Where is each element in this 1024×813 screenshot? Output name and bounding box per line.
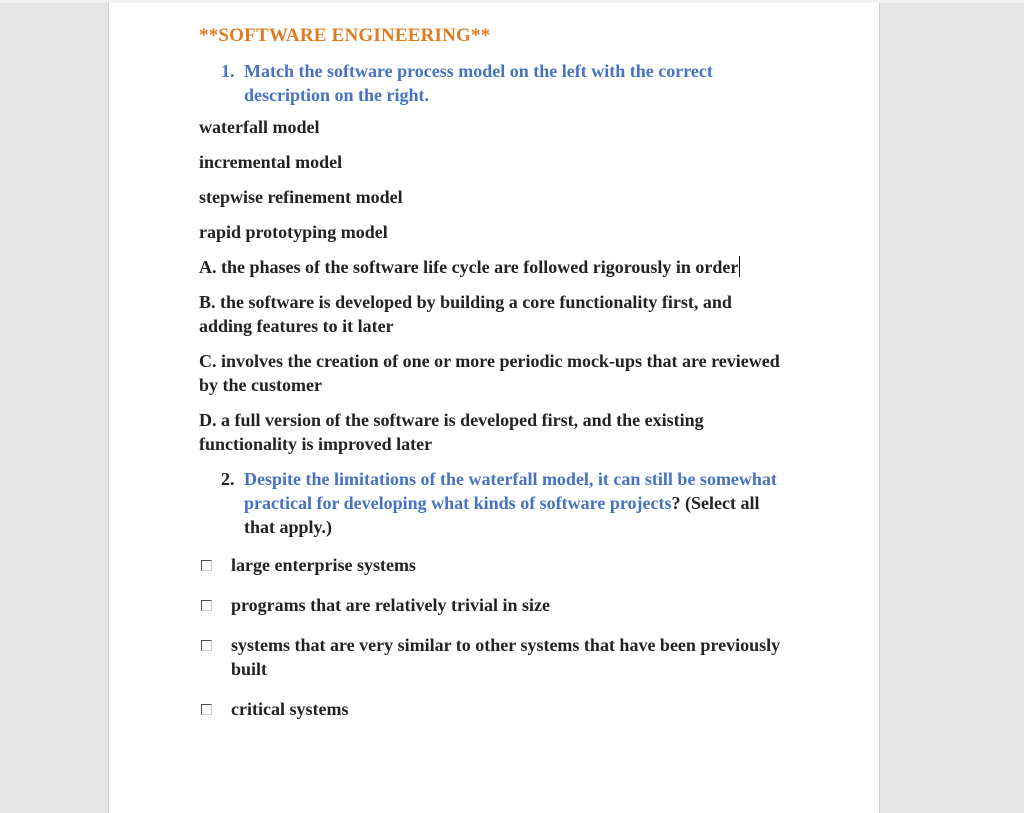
question-2-instruction: ? (Select all that apply.) <box>244 493 760 537</box>
option-label: critical systems <box>231 699 349 719</box>
question-1-text: Match the software process model on the left with the correct description on the right. <box>244 61 713 105</box>
option-label: programs that are relatively trivial in size <box>231 595 550 615</box>
option-similar-systems[interactable] <box>199 633 781 681</box>
model-item-stepwise-refinement: stepwise refinement model <box>199 187 403 207</box>
document-heading: **SOFTWARE ENGINEERING** <box>199 25 491 46</box>
document-page[interactable] <box>108 3 880 813</box>
checkbox[interactable] <box>201 600 212 611</box>
question-2 <box>221 467 781 539</box>
question-2-text <box>244 467 781 539</box>
question-1 <box>221 59 781 107</box>
question-2-text-blue: Despite the limitations of the waterfall model, it can still be somewhat practical for developing what kinds of software projects <box>244 469 777 513</box>
question-1-number: 1. <box>221 61 235 81</box>
option-large-enterprise-systems[interactable] <box>199 553 781 577</box>
checkbox[interactable] <box>201 704 212 715</box>
description-a <box>199 255 781 279</box>
option-trivial-programs[interactable] <box>199 593 781 617</box>
description-d: D. a full version of the software is developed first, and the existing functionality is improved later <box>199 410 704 454</box>
text-cursor <box>739 256 740 277</box>
description-c: C. involves the creation of one or more periodic mock-ups that are reviewed by the customer <box>199 351 780 395</box>
checkbox[interactable] <box>201 640 212 651</box>
document-content <box>199 25 781 737</box>
option-critical-systems[interactable] <box>199 697 781 721</box>
description-a-text: A. the phases of the software life cycle are followed rigorously in order <box>199 257 739 277</box>
checkbox[interactable] <box>201 560 212 571</box>
option-label: systems that are very similar to other systems that have been previously built <box>231 635 781 679</box>
description-b: B. the software is developed by building a core functionality first, and adding features to it later <box>199 292 732 336</box>
option-label: large enterprise systems <box>231 555 416 575</box>
model-item-incremental: incremental model <box>199 152 343 172</box>
model-item-waterfall: waterfall model <box>199 117 320 137</box>
model-item-rapid-prototyping: rapid prototyping model <box>199 222 388 242</box>
question-2-number: 2. <box>221 469 235 489</box>
